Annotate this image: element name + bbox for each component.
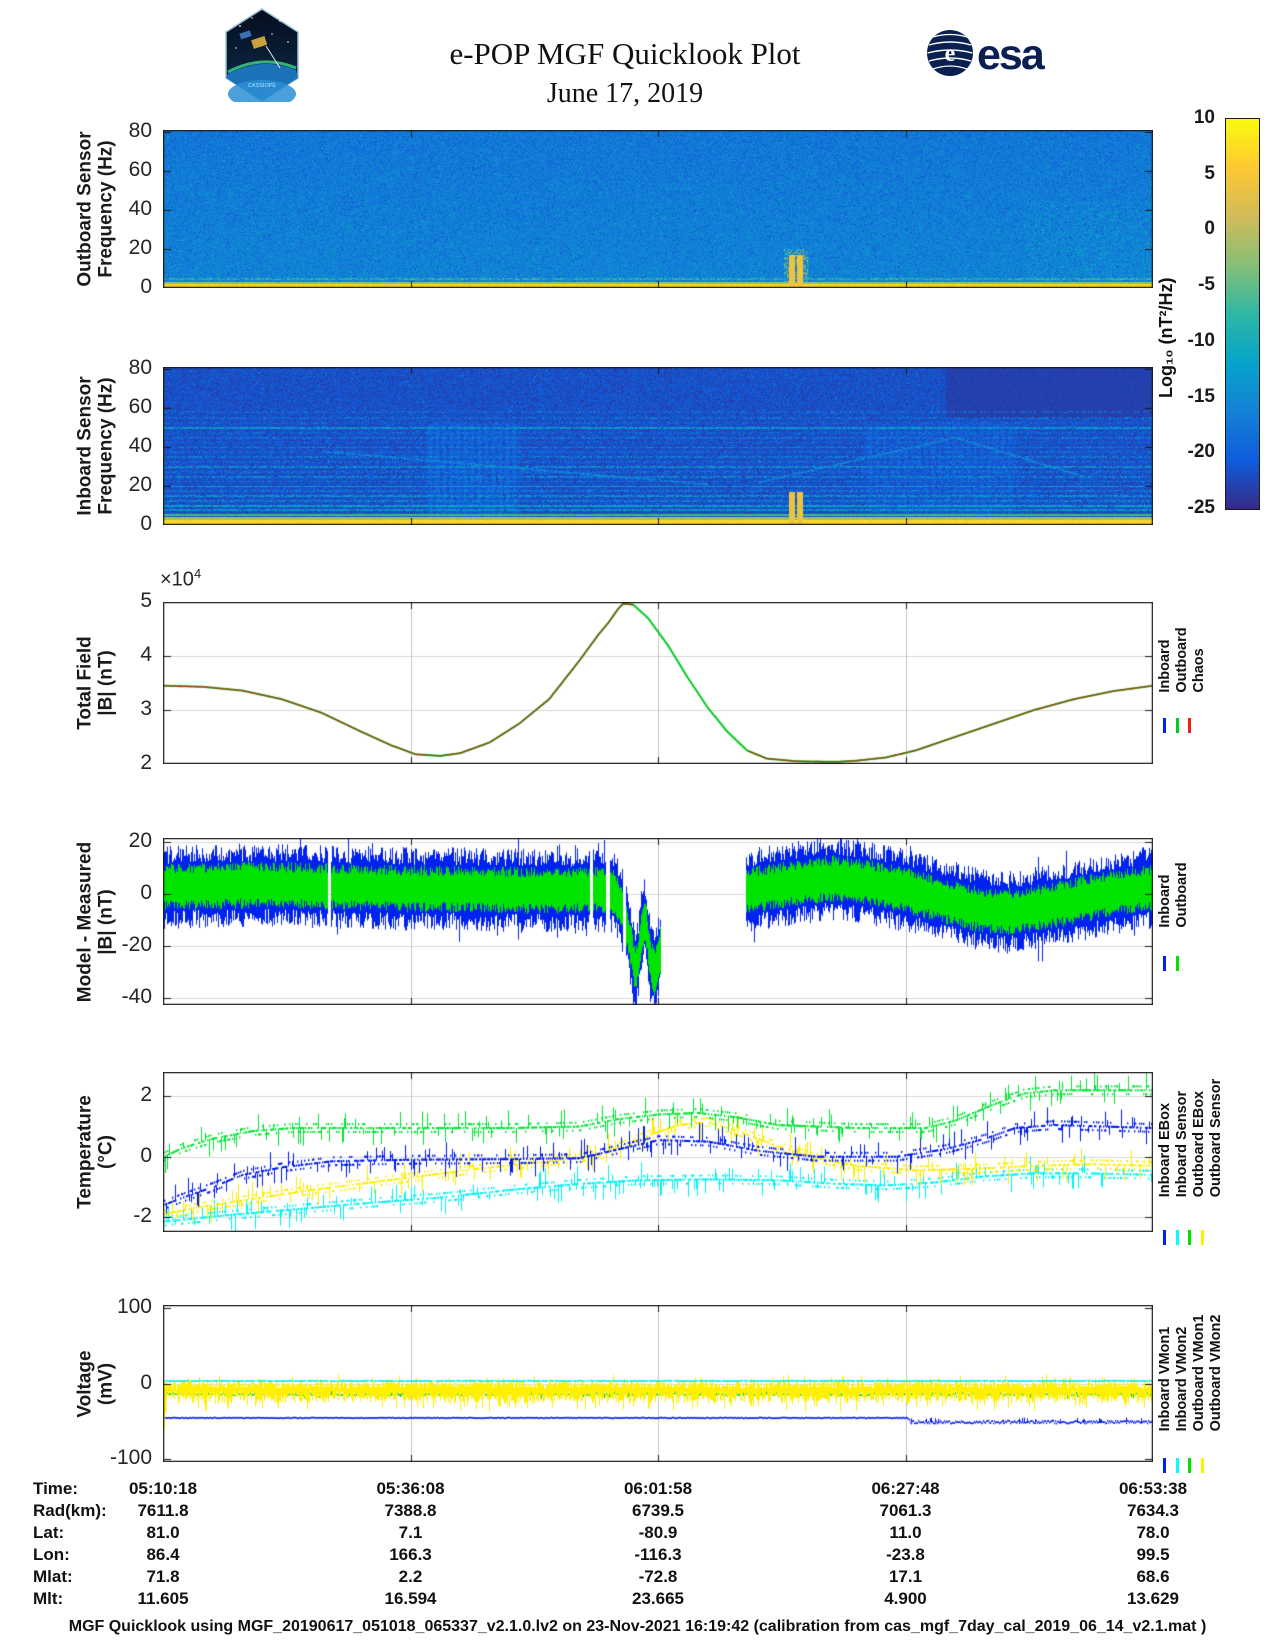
table-row-label-time: Time: — [33, 1479, 79, 1498]
model-minus-measured-ylabel-line: Model - Measured — [74, 841, 96, 1002]
model-minus-measured-ylabel-line: |B| (nT) — [95, 888, 116, 955]
model-minus-measured-ylabel — [75, 841, 116, 1001]
table-cell-0-3: 06:27:48 — [871, 1479, 940, 1498]
total-field-ytick-4: 4 — [140, 643, 152, 666]
total-field-legend-marker-outboard — [1176, 718, 1179, 733]
total-field-ytick-5: 5 — [140, 589, 152, 612]
voltage-ylabel-line: (mV) — [95, 1362, 116, 1405]
scale-base: ×10 — [160, 568, 194, 591]
temperature-legend — [1157, 1079, 1224, 1197]
table-cell-1-1: 7388.8 — [384, 1501, 437, 1520]
page-date: June 17, 2019 — [546, 78, 704, 109]
table-cell-5-1: 16.594 — [384, 1589, 437, 1608]
table-cell-0-2: 06:01:58 — [623, 1479, 693, 1498]
temperature-ytick-2: 2 — [140, 1083, 152, 1107]
temperature-ytick--2: -2 — [133, 1203, 152, 1227]
inboard-spectrogram-ylabel — [75, 376, 116, 515]
voltage-legend-marker-inboard-vmon1 — [1163, 1458, 1166, 1473]
table-cell-2-0: 81.0 — [146, 1523, 180, 1542]
colorbar-tick--25: -25 — [1187, 497, 1215, 518]
cassiope-patch-graphic — [222, 8, 302, 102]
total-field-legend-chaos: Chaos — [1191, 648, 1207, 693]
colorbar — [1225, 118, 1260, 510]
model-minus-measured-legend-outboard: Outboard — [1174, 862, 1190, 928]
total-field-legend-marker-chaos — [1188, 718, 1191, 733]
total-field-ytick-2: 2 — [140, 751, 152, 774]
table-cell-0-4: 06:53:38 — [1118, 1479, 1188, 1498]
temperature-legend-outboard-sensor: Outboard Sensor — [1208, 1078, 1224, 1198]
inboard-spectrogram-ytick-0: 0 — [140, 512, 152, 535]
table-cell-0-1: 05:36:08 — [376, 1479, 445, 1498]
voltage-legend-outboard-vmon2: Outboard VMon2 — [1208, 1314, 1224, 1432]
table-row-label-lat: Lat: — [33, 1523, 65, 1542]
table-cell-3-0: 86.4 — [146, 1545, 180, 1564]
model-minus-measured-legend — [1157, 862, 1190, 927]
table-cell-4-4: 68.6 — [1136, 1567, 1170, 1586]
inboard-spectrogram-canvas — [163, 367, 1153, 525]
total-field-canvas — [163, 602, 1153, 764]
table-cell-4-3: 17.1 — [888, 1567, 923, 1586]
voltage-legend-inboard-vmon2: Inboard VMon2 — [1174, 1326, 1190, 1432]
voltage-ytick-100: 100 — [116, 1295, 152, 1319]
temperature-legend-marker-outboard-sensor — [1201, 1230, 1204, 1245]
colorbar-tick--10: -10 — [1187, 329, 1215, 351]
table-cell-1-4: 7634.3 — [1127, 1501, 1179, 1520]
table-cell-1-3: 7061.3 — [879, 1501, 932, 1520]
outboard-spectrogram-ytick-0: 0 — [140, 275, 152, 298]
colorbar-label: Log₁₀ (nT²/Hz) — [1156, 277, 1176, 398]
inboard-spectrogram-ytick-60: 60 — [128, 394, 152, 418]
table-cell-3-4: 99.5 — [1136, 1545, 1170, 1564]
voltage-legend-marker-outboard-vmon2 — [1201, 1458, 1204, 1473]
temperature-legend-outboard-ebox: Outboard EBox — [1191, 1090, 1207, 1198]
table-cell-2-2: -80.9 — [638, 1523, 678, 1542]
colorbar-tick--20: -20 — [1187, 441, 1215, 463]
footer-caption: MGF Quicklook using MGF_20190617_051018_065337_v2.1.0.lv2 on 23-Nov-2021 16:19:42 (calibration from cas_mgf_7day_cal_2019_06_14_v2.1.mat ) — [68, 1618, 1207, 1635]
model-minus-measured-ytick-0: 0 — [140, 881, 152, 905]
temperature-canvas — [163, 1072, 1153, 1232]
table-row-label-lon: Lon: — [33, 1545, 70, 1564]
table-cell-1-2: 6739.5 — [632, 1501, 684, 1520]
table-cell-2-1: 7.1 — [398, 1523, 423, 1542]
page-title: e-POP MGF Quicklook Plot — [449, 36, 801, 71]
temperature-legend-marker-outboard-ebox — [1188, 1230, 1191, 1245]
voltage-ylabel-line: Voltage — [74, 1349, 96, 1418]
table-cell-3-2: -116.3 — [634, 1545, 682, 1564]
total-field-ylabel-line: Total Field — [74, 636, 96, 730]
total-field-scale-annotation — [160, 566, 201, 592]
total-field-legend-inboard: Inboard — [1157, 639, 1173, 693]
voltage-ytick--100: -100 — [109, 1445, 152, 1469]
esa-logo-graphic — [925, 26, 1045, 80]
inboard-spectrogram-ytick-80: 80 — [128, 355, 152, 379]
table-cell-4-1: 2.2 — [398, 1567, 423, 1586]
table-cell-3-1: 166.3 — [389, 1545, 432, 1564]
table-cell-4-2: -72.8 — [638, 1567, 678, 1586]
temperature-legend-marker-inboard-sensor — [1176, 1230, 1179, 1245]
table-row-label-mlt: Mlt: — [33, 1589, 64, 1608]
colorbar-tick-10: 10 — [1193, 107, 1215, 128]
temperature-ytick-0: 0 — [140, 1143, 152, 1167]
table-cell-2-3: 11.0 — [889, 1523, 922, 1542]
outboard-spectrogram-ytick-60: 60 — [128, 157, 152, 181]
table-cell-5-2: 23.665 — [632, 1589, 684, 1608]
table-cell-3-3: -23.8 — [886, 1545, 925, 1564]
table-cell-5-0: 11.605 — [137, 1589, 189, 1608]
colorbar-tick-5: 5 — [1204, 162, 1215, 184]
table-row-label-mlat: Mlat: — [33, 1567, 73, 1586]
inboard-spectrogram-ylabel-line: Frequency (Hz) — [95, 377, 116, 515]
model-minus-measured-ytick--20: -20 — [121, 933, 152, 957]
temperature-legend-marker-inboard-ebox — [1163, 1230, 1166, 1245]
voltage-legend-outboard-vmon1: Outboard VMon1 — [1191, 1314, 1207, 1432]
voltage-legend-inboard-vmon1: Inboard VMon1 — [1157, 1326, 1173, 1432]
scale-exponent: 4 — [193, 566, 202, 581]
voltage-ytick-0: 0 — [140, 1370, 152, 1394]
table-cell-2-4: 78.0 — [1136, 1523, 1170, 1542]
model-minus-measured-legend-marker-outboard — [1176, 956, 1179, 971]
outboard-spectrogram-ytick-80: 80 — [128, 118, 152, 142]
model-minus-measured-legend-inboard: Inboard — [1157, 874, 1173, 928]
temperature-ylabel — [75, 1095, 116, 1209]
table-cell-0-0: 05:10:18 — [128, 1479, 198, 1498]
model-minus-measured-ytick-20: 20 — [128, 828, 152, 852]
temperature-ylabel-line: Temperature — [74, 1095, 96, 1209]
cassiope-mission-patch — [222, 8, 302, 102]
voltage-canvas — [163, 1305, 1153, 1462]
total-field-ylabel-line: |B| (nT) — [95, 650, 116, 716]
colorbar-tick--15: -15 — [1187, 385, 1215, 407]
model-minus-measured-ytick--40: -40 — [121, 985, 152, 1009]
colorbar-tick--5: -5 — [1198, 274, 1215, 296]
outboard-spectrogram-ylabel-line: Frequency (Hz) — [95, 140, 116, 278]
temperature-ylabel-line: (°C) — [95, 1135, 116, 1169]
outboard-spectrogram-ytick-20: 20 — [128, 235, 152, 259]
model-minus-measured-legend-marker-inboard — [1163, 956, 1166, 971]
outboard-spectrogram-ytick-40: 40 — [128, 196, 152, 220]
outboard-spectrogram-ylabel — [75, 131, 116, 286]
temperature-legend-inboard-sensor: Inboard Sensor — [1174, 1090, 1190, 1198]
svg-text:e: e — [944, 41, 956, 67]
voltage-legend-marker-outboard-vmon1 — [1188, 1458, 1191, 1473]
patch-mission-name: CASSIOPE — [247, 83, 277, 89]
voltage-legend-marker-inboard-vmon2 — [1176, 1458, 1179, 1473]
inboard-spectrogram-ytick-20: 20 — [128, 472, 152, 496]
total-field-legend-outboard: Outboard — [1174, 627, 1190, 693]
temperature-legend-inboard-ebox: Inboard EBox — [1157, 1102, 1173, 1198]
inboard-spectrogram-ylabel-line: Inboard Sensor — [74, 376, 96, 516]
table-row-label-radkm: Rad(km): — [33, 1501, 107, 1520]
total-field-ytick-3: 3 — [140, 697, 152, 720]
outboard-spectrogram-ylabel-line: Outboard Sensor — [74, 131, 96, 287]
inboard-spectrogram-ytick-40: 40 — [128, 433, 152, 457]
voltage-legend — [1157, 1315, 1224, 1432]
total-field-ylabel — [75, 636, 116, 730]
voltage-ylabel — [75, 1350, 116, 1417]
esa-wordmark: esa — [977, 31, 1043, 79]
table-cell-5-4: 13.629 — [1127, 1589, 1179, 1608]
table-cell-4-0: 71.8 — [146, 1567, 180, 1586]
colorbar-tick-0: 0 — [1204, 218, 1215, 240]
total-field-legend-marker-inboard — [1163, 718, 1166, 733]
table-cell-5-3: 4.900 — [884, 1589, 927, 1608]
outboard-spectrogram-canvas — [163, 130, 1153, 288]
model-minus-measured-canvas — [163, 838, 1153, 1005]
table-cell-1-0: 7611.8 — [137, 1501, 189, 1520]
esa-logo — [925, 26, 1045, 80]
total-field-legend — [1157, 627, 1207, 692]
